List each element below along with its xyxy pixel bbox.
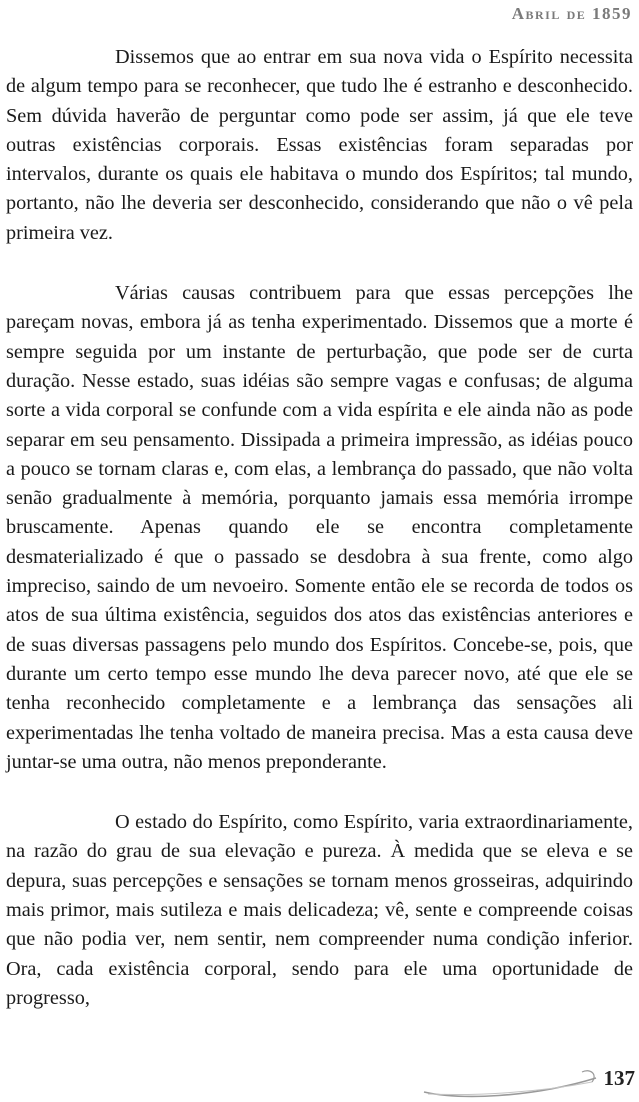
paragraph-3: O estado do Espírito, como Espírito, varia extraordinariamente, na razão do grau de sua elevação e pureza. À medida que se eleva e se depura, suas percepções e sensações se tornam menos grosseiras, adquirindo mais primor, mais sutileza e mais delicadeza; vê, sente e compreende coisas que não podia ver, nem sentir, nem compreender numa condição inferior. Ora, cada existência corporal, sendo para ele uma oportunidade de progresso,: [6, 811, 633, 1009]
page-number: 137: [603, 1066, 635, 1090]
running-head-title: Abril de 1859: [511, 4, 632, 23]
paragraph-2: Várias causas contribuem para que essas percepções lhe pareçam novas, embora já as tenha experimentado. Dissemos que a morte é sempre seguida por um instante de perturbação, que pode ser de curta duração. Nesse estado, suas idéias são sempre vagas e confusas; de alguma sorte a vida corporal se confunde com a vida espírita e ele ainda não as pode separar em seu pensamento. Dissipada a primeira impressão, as idéias pouco a pouco se tornam claras e, com elas, a lembrança do passado, que não volta senão gradualmente à memória, porquanto jamais essa memória irrompe bruscamente. Apenas quando ele se encontra completamente desmaterializado é que o passado se desdobra à sua frente, como algo impreciso, saindo de um nevoeiro. Somente então ele se recorda de todos os atos de sua última existência, seguidos dos atos das existências anteriores e de suas diversas passagens pelo mundo dos Espíritos. Concebe-se, pois, que durante um certo tempo esse mundo lhe deva parecer novo, até que ele se tenha reconhecido completamente e a lembrança das sensações ali experimentadas lhe tenha voltado de maneira precisa. Mas a esta causa deve juntar-se uma outra, não menos preponderante.: [6, 282, 633, 773]
body-text: [6, 43, 633, 1013]
swash-ornament-icon: [420, 1060, 600, 1100]
paragraph-1: Dissemos que ao entrar em sua nova vida o Espírito necessita de algum tempo para se reconhecer, que tudo lhe é estranho e desconhecido. Sem dúvida haverão de perguntar como pode ser assim, já que ele teve outras existências corporais. Essas existências foram separadas por intervalos, durante os quais ele habitava o mundo dos Espíritos; tal mundo, portanto, não lhe deveria ser desconhecido, considerando que não o vê pela primeira vez.: [6, 46, 633, 244]
